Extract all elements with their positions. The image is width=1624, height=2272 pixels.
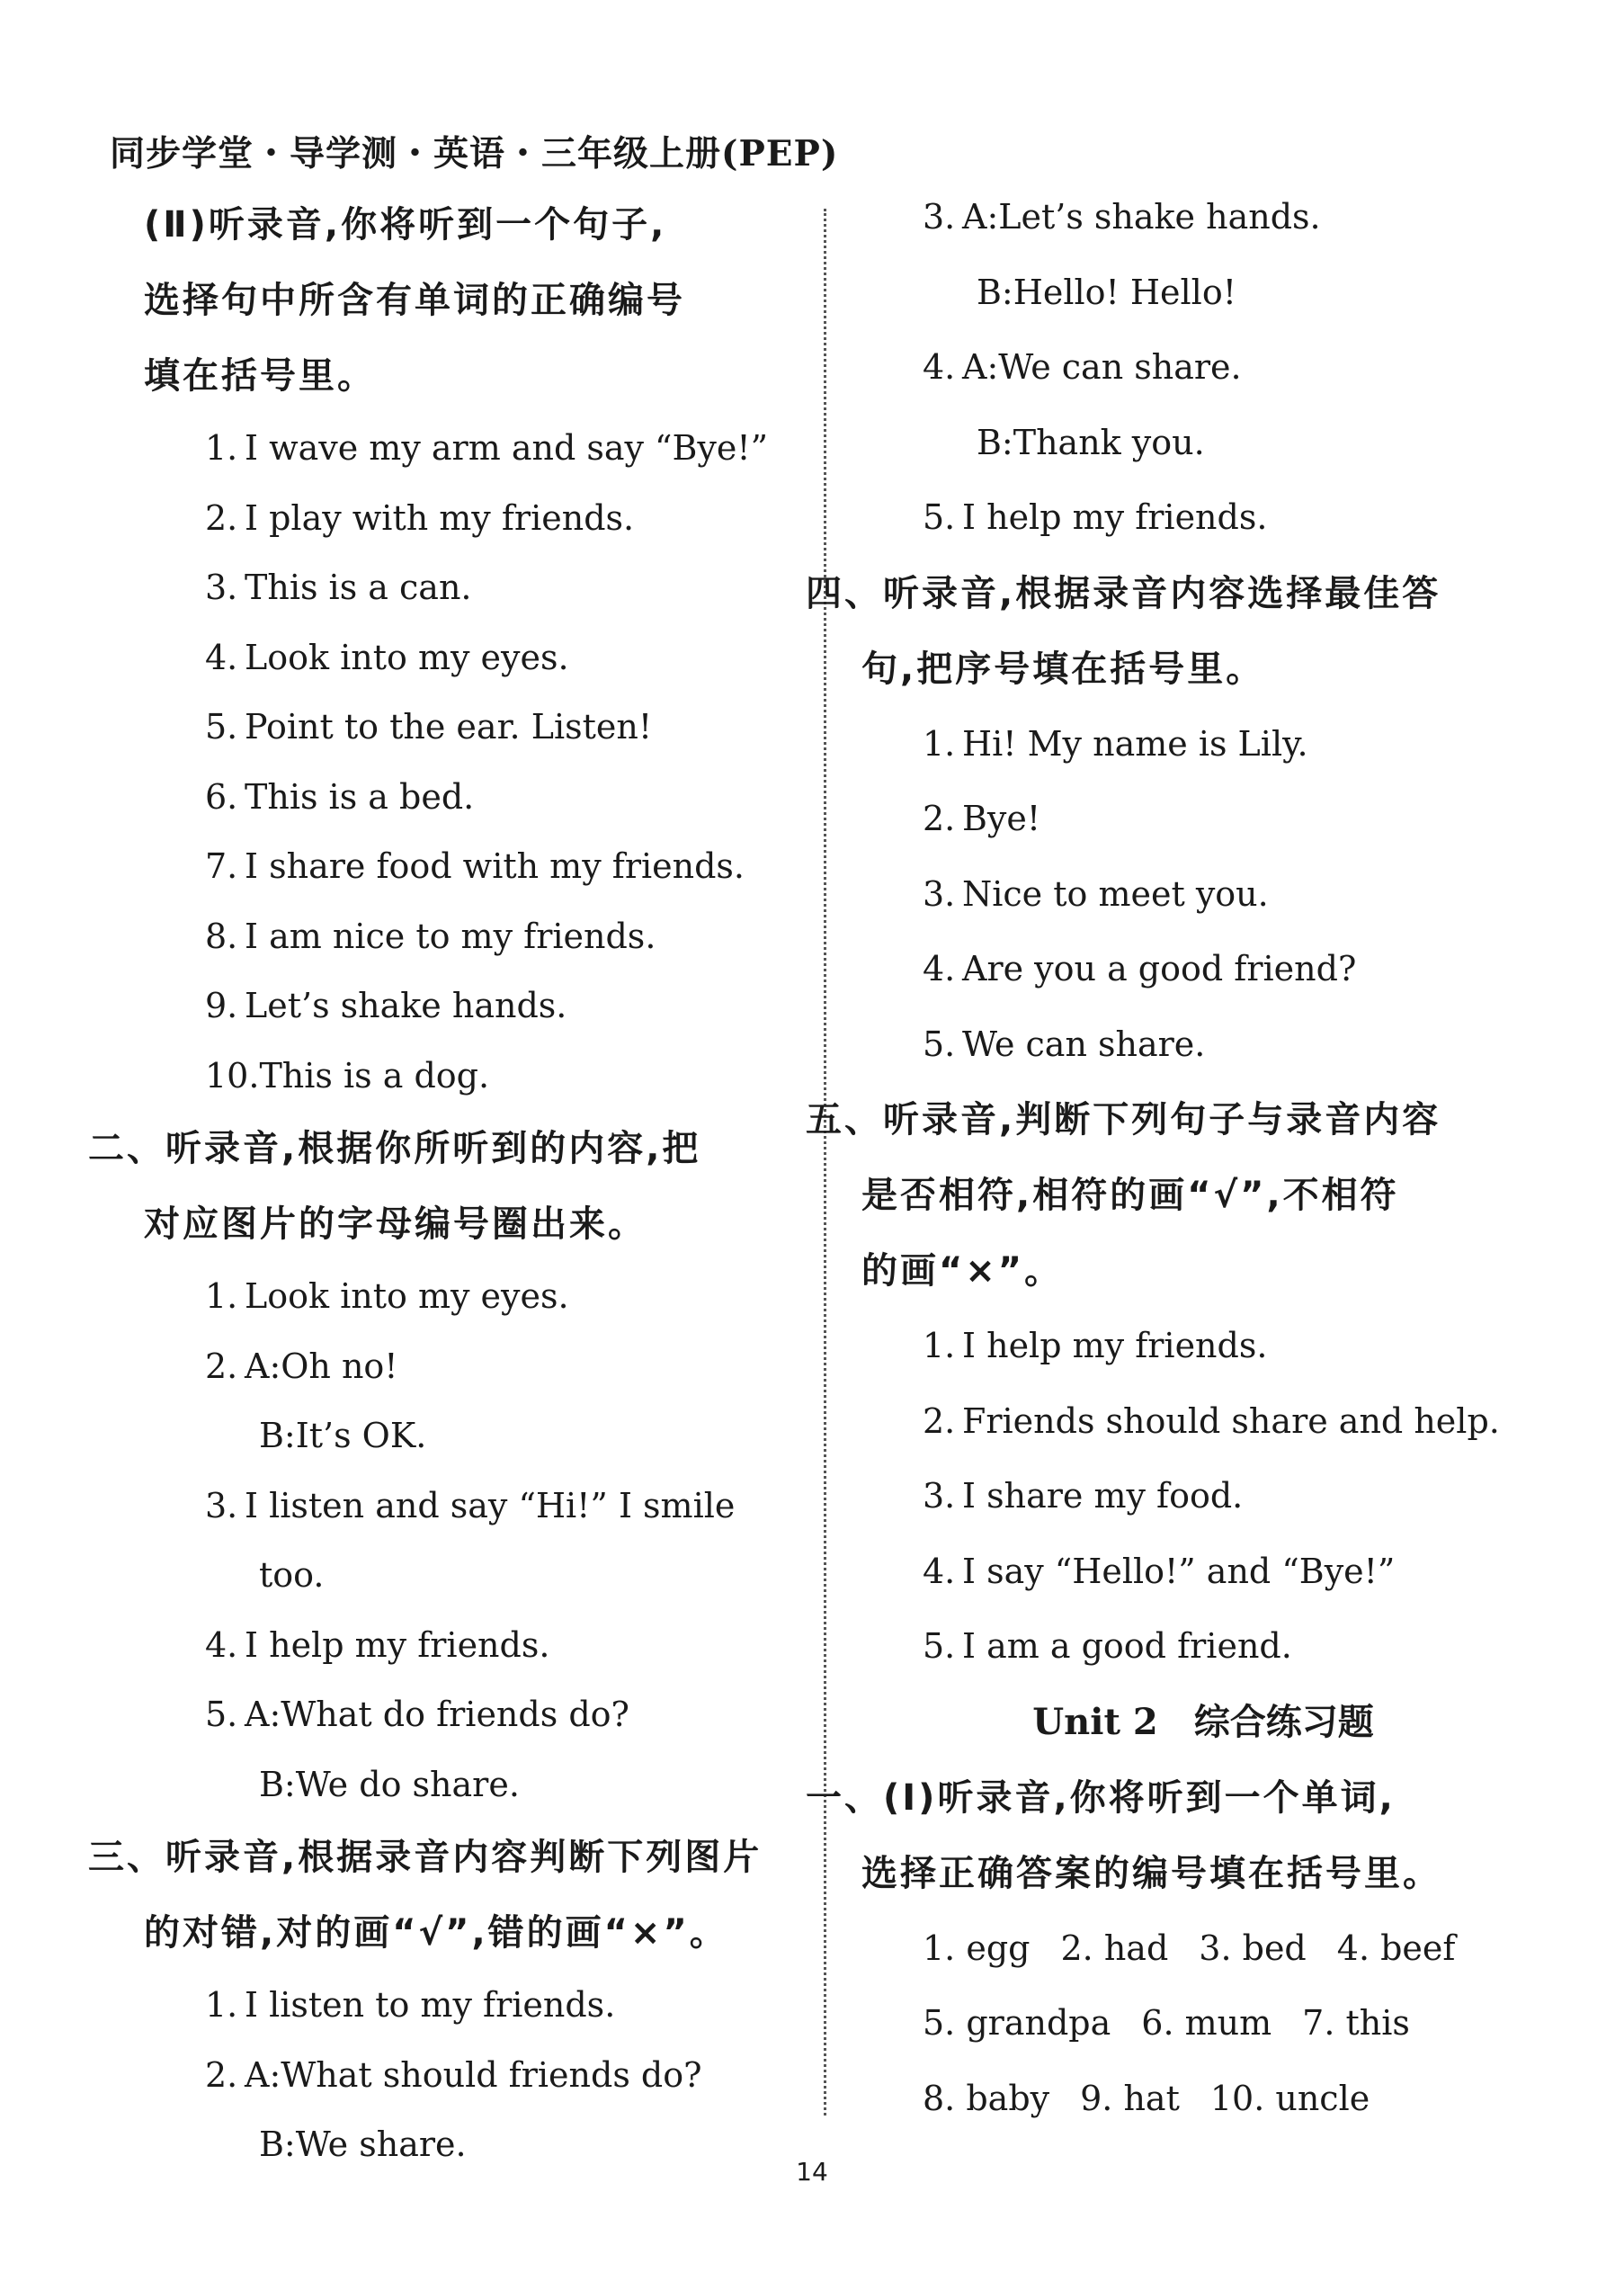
word-option: 10. uncle [1209, 2078, 1370, 2118]
item-number: 2. [205, 497, 238, 538]
item-text: A:What should friends do? [245, 2054, 702, 2095]
list-item-continuation: B:Thank you. [977, 422, 1205, 462]
list-item [144, 1971, 791, 2041]
item-text: Point to the ear. Listen! [245, 707, 653, 747]
list-item [144, 553, 791, 623]
list-item [861, 1309, 1509, 1384]
q2-list [144, 1262, 791, 1820]
list-item [144, 1332, 791, 1402]
item-text: I am nice to my friends. [245, 916, 656, 956]
word-option: 8. baby [923, 2078, 1050, 2118]
list-item [861, 1459, 1509, 1534]
item-text: I play with my friends. [245, 497, 635, 538]
list-item [144, 623, 791, 693]
list-item [144, 832, 791, 902]
item-text: I help my friends. [245, 1624, 550, 1665]
list-item [144, 484, 791, 554]
item-number: 3. [205, 568, 238, 607]
word-list [861, 1911, 1509, 2137]
word-row [861, 2062, 1509, 2137]
question-3-heading: 三、听录音,根据录音内容判断下列图片 的对错,对的画“√”,错的画“×”。 [88, 1837, 763, 1954]
item-number: 5. [205, 707, 238, 747]
word-option: 9. hat [1080, 2078, 1180, 2118]
list-item [861, 1384, 1509, 1460]
list-item [144, 1042, 791, 1112]
item-number: 6. [205, 776, 238, 817]
item-text: This is a bed. [245, 776, 475, 817]
question-2-heading: 二、听录音,根据你所听到的内容,把 对应图片的字母编号圈出来。 [88, 1128, 701, 1245]
item-text: I help my friends. [962, 1326, 1268, 1365]
item-text: I share my food. [962, 1476, 1244, 1516]
item-number: 4. [923, 949, 956, 988]
item-text: A:We can share. [962, 347, 1242, 387]
item-text: I wave my arm and say “Bye!” [245, 428, 769, 468]
word-row [861, 1911, 1509, 1987]
item-number: 5. [923, 497, 956, 537]
item-text: Hi! My name is Lily. [962, 723, 1308, 764]
list-item [861, 1534, 1509, 1610]
list-item [861, 330, 1509, 406]
list-item [861, 782, 1509, 857]
item-number: 5. [923, 1626, 956, 1666]
item-number: 4. [205, 637, 238, 677]
item-text: A:Let’s shake hands. [962, 197, 1321, 237]
page-number: 14 [796, 2157, 828, 2187]
item-number: 4. [923, 347, 956, 387]
section-heading-part2: (Ⅱ)听录音,你将听到一个句子, 选择句中所含有单词的正确编号 填在括号里。 [144, 204, 685, 397]
list-item-continuation: B:Hello! Hello! [977, 272, 1236, 312]
item-number: 1. [923, 723, 956, 764]
item-text: Let’s shake hands. [245, 986, 567, 1025]
list-item [144, 1471, 791, 1542]
list-item [144, 1262, 791, 1332]
item-text: I share food with my friends. [245, 846, 745, 886]
sec2-list [144, 414, 791, 1111]
list-item-continuation: B:We do share. [259, 1764, 520, 1804]
question-5-heading: 五、听录音,判断下列句子与录音内容 是否相符,相符的画“√”,不相符 的画“×”。 [806, 1099, 1441, 1292]
item-number: 1. [205, 428, 238, 468]
item-number: 8. [205, 916, 238, 956]
word-option: 1. egg [923, 1928, 1031, 1968]
item-number: 4. [923, 1551, 956, 1591]
item-text: I listen to my friends. [245, 1985, 616, 2025]
item-number: 2. [205, 1346, 238, 1386]
q3-list [144, 1971, 791, 2180]
item-number: 5. [205, 1695, 238, 1734]
item-number: 1. [205, 1985, 238, 2025]
item-text: A:Oh no! [245, 1346, 398, 1386]
q4-list [861, 707, 1509, 1083]
word-option: 7. this [1302, 2003, 1410, 2043]
list-item-continuation: B:It’s OK. [259, 1416, 427, 1455]
item-text: A:What do friends do? [245, 1695, 629, 1734]
list-item [861, 1609, 1509, 1685]
list-item [144, 902, 791, 972]
item-text: I listen and say “Hi!” I smile [245, 1485, 736, 1525]
unit-title: Unit 2 综合练习题 [1032, 1700, 1374, 1743]
page-header: 同步学堂・导学测・英语・三年级上册(PEP) [110, 133, 839, 174]
list-item [144, 971, 791, 1042]
list-item [144, 1680, 791, 1750]
list-item [861, 1007, 1509, 1083]
list-item [861, 180, 1509, 255]
question-4-heading: 四、听录音,根据录音内容选择最佳答 句,把序号填在括号里。 [806, 572, 1441, 690]
left-column [88, 187, 791, 2180]
item-text: We can share. [962, 1024, 1206, 1064]
list-item-continuation: too. [259, 1555, 325, 1595]
list-item [144, 693, 791, 763]
item-text: Look into my eyes. [245, 637, 569, 677]
list-item [861, 857, 1509, 933]
item-text: Look into my eyes. [245, 1276, 569, 1316]
item-text: Nice to meet you. [962, 873, 1269, 914]
item-text: I am a good friend. [962, 1626, 1292, 1666]
item-number: 1. [205, 1276, 238, 1316]
word-option: 2. had [1060, 1928, 1169, 1968]
item-number: 1. [923, 1326, 956, 1365]
list-item [861, 480, 1509, 556]
q3-continued-list [861, 180, 1509, 556]
word-row [861, 1986, 1509, 2062]
item-text: I help my friends. [962, 497, 1268, 537]
item-number: 7. [205, 846, 238, 886]
word-option: 5. grandpa [923, 2003, 1111, 2043]
q5-list [861, 1309, 1509, 1685]
list-item [144, 763, 791, 833]
item-text: This is a dog. [259, 1055, 490, 1096]
unit2-question-1-heading: 一、(Ⅰ)听录音,你将听到一个单词, 选择正确答案的编号填在括号里。 [806, 1776, 1441, 1894]
item-text: Friends should share and help. [962, 1400, 1500, 1441]
item-number: 9. [205, 986, 238, 1025]
list-item-continuation: B:We share. [259, 2124, 467, 2164]
item-text: Bye! [962, 799, 1041, 838]
item-number: 2. [923, 799, 956, 838]
list-item [144, 414, 791, 484]
word-option: 3. bed [1199, 1928, 1307, 1968]
word-option: 4. beef [1336, 1928, 1456, 1968]
item-number: 3. [923, 197, 956, 237]
item-number: 5. [923, 1024, 956, 1064]
item-text: Are you a good friend? [962, 949, 1357, 988]
word-option: 6. mum [1141, 2003, 1272, 2043]
item-number: 3. [923, 873, 956, 914]
item-number: 2. [923, 1400, 956, 1441]
item-text: This is a can. [245, 568, 472, 607]
item-text: I say “Hello!” and “Bye!” [962, 1551, 1396, 1591]
list-item [861, 932, 1509, 1007]
item-number: 4. [205, 1624, 238, 1665]
list-item [861, 707, 1509, 783]
item-number: 2. [205, 2054, 238, 2095]
item-number: 3. [205, 1485, 238, 1525]
item-number: 10. [205, 1055, 260, 1096]
right-column [806, 180, 1509, 2136]
list-item [144, 2041, 791, 2111]
item-number: 3. [923, 1476, 956, 1516]
list-item [144, 1611, 791, 1681]
